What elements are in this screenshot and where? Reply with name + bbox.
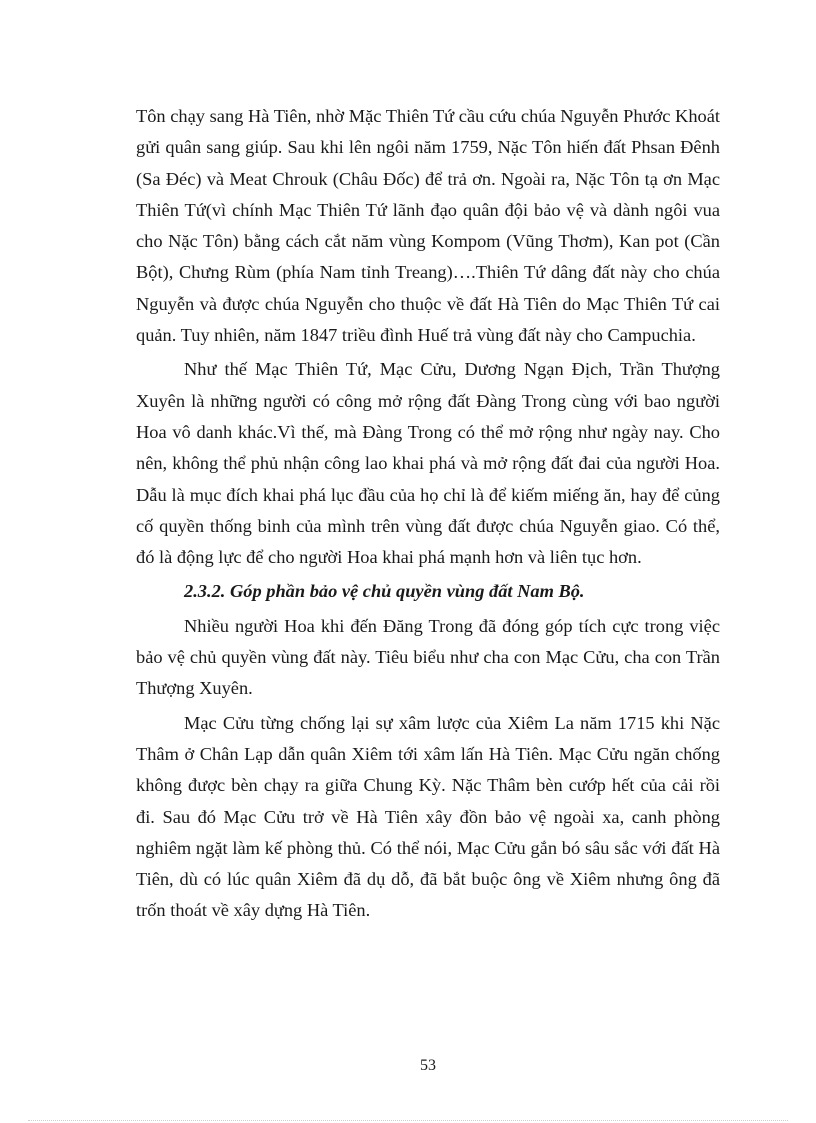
paragraph-mac-cuu: Mạc Cửu từng chống lại sự xâm lược của Xiêm La năm 1715 khi Nặc Thâm ở Chân Lạp dẫn quân Xiêm tới xâm lấn Hà Tiên. Mạc Cửu ngăn chống không được bèn chạy ra giữa Chung Kỳ. Nặc Thâm bèn cướp hết của cải rồi đi. Sau đó Mạc Cửu trở về Hà Tiên xây đồn bảo vệ ngoài xa, canh phòng nghiêm ngặt làm kế phòng thủ. Có thể nói, Mạc Cửu gắn bó sâu sắc với đất Hà Tiên, dù có lúc quân Xiêm đã dụ dỗ, đã bắt buộc ông về Xiêm nhưng ông đã trốn thoát về xây dựng Hà Tiên. xyxy=(136,712,720,921)
paragraph-pioneers: Như thế Mạc Thiên Tứ, Mạc Cửu, Dương Ngạn Địch, Trần Thượng Xuyên là những người có công mở rộng đất Đàng Trong cùng với bao người Hoa vô danh khác.Vì thế, mà Đàng Trong có thể mở rộng như ngày nay. Cho nên, không thể phủ nhận công lao khai phá và mở rộng đất đai của người Hoa. Dẫu là mục đích khai phá lục đầu của họ chỉ là để kiếm miếng ăn, hay để củng cố quyền thống binh của mình trên vùng đất được chúa Nguyễn giao. Có thể, đó là động lực để cho người Hoa khai phá mạnh hơn và liên tục hơn. xyxy=(136,359,720,568)
paragraph-sovereignty: Nhiều người Hoa khi đến Đăng Trong đã đóng góp tích cực trong việc bảo vệ chủ quyền vùng đất này. Tiêu biểu như cha con Mạc Cửu, cha con Trần Thượng Xuyên. xyxy=(136,615,720,699)
paragraph-continuation: Tôn chạy sang Hà Tiên, nhờ Mặc Thiên Tứ cầu cứu chúa Nguyễn Phước Khoát gửi quân sang giúp. Sau khi lên ngôi năm 1759, Nặc Tôn hiến đất Phsan Đênh (Sa Đéc) và Meat Chrouk (Châu Đốc) để trả ơn. Ngoài ra, Nặc Tôn tạ ơn Mạc Thiên Tứ(vì chính Mạc Thiên Tứ lãnh đạo quân đội bảo vệ và dành ngôi vua cho Nặc Tôn) bằng cách cắt năm vùng Kompom (Vũng Thơm), Kan pot (Cần Bột), Chưng Rùm (phía Nam tỉnh Treang)….Thiên Tứ dâng đất này cho chúa Nguyễn và được chúa Nguyễn cho thuộc về đất Hà Tiên do Mạc Thiên Tứ cai quản. Tuy nhiên, năm 1847 triều đình Huế trả vùng đất này cho Campuchia. xyxy=(136,106,720,346)
page-body xyxy=(136,101,720,930)
page-bottom-divider xyxy=(28,1120,788,1121)
section-heading: 2.3.2. Góp phần bảo vệ chủ quyền vùng đất Nam Bộ. xyxy=(184,581,585,602)
page-number: 53 xyxy=(420,1057,436,1074)
